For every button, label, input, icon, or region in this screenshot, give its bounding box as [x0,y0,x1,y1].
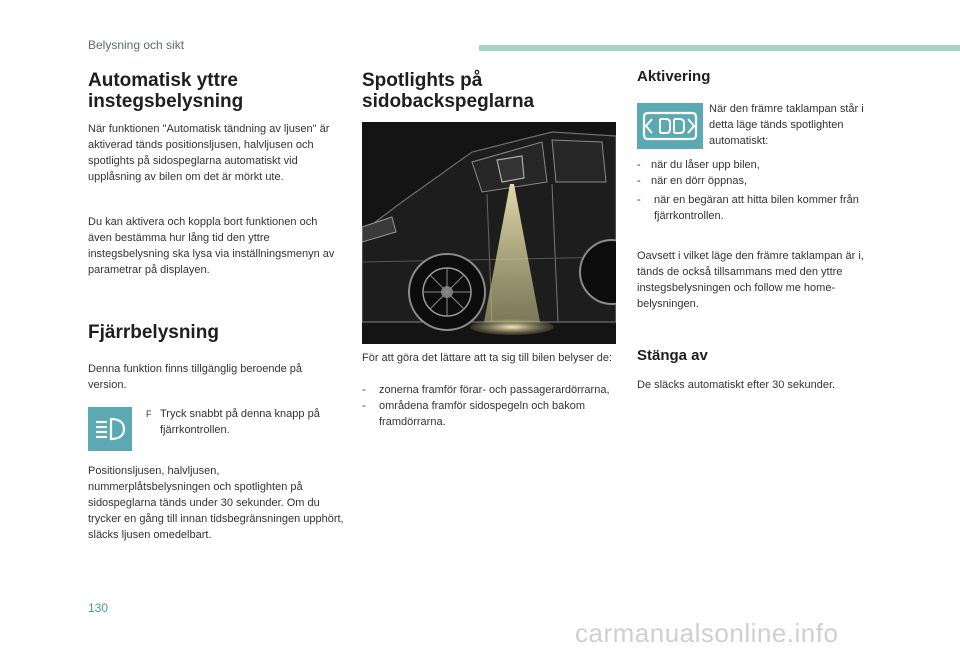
paragraph-activate-function: Du kan aktivera och koppla bort funktionen och även bestämma hur lång tid den yttre instegsbelysning ska lysa via inställningsmenyn av parametrar på displayen. [88,216,335,276]
paragraph-spotlights-purpose: För att göra det lättare att ta sig till bilen belyser de: [362,352,613,364]
instruction-press-button [146,406,350,438]
instruction-text: Tryck snabbt på denna knapp på fjärrkontrollen. [160,408,320,436]
heading-turn-off: Stänga av [637,347,708,364]
instruction-marker: F [146,409,152,419]
auto-lighting-icon [637,103,703,149]
paragraph-auto-off: De släcks automatiskt efter 30 sekunder. [637,379,836,391]
spotlight-zones-list [362,382,618,430]
list-item: - när du låser upp bilen, [637,159,760,171]
watermark: carmanualsonline.info [575,618,839,648]
paragraph-auto-lighting: När funktionen "Automatisk tändning av ljusen" är aktiverad tänds positionsljusen, halvljusen och spotlights på sidospeglarna automatiskt vid upplåsning av bilen om det är mörkt ute. [88,123,330,183]
heading-automatic-entry-lighting: Automatisk yttre instegsbelysning [88,70,244,112]
headlamp-icon [88,407,132,451]
heading-remote-lighting: Fjärrbelysning [88,322,219,343]
list-item: - områdena framför sidospegeln och bakom framdörrarna. [362,400,586,428]
page-number: 130 [88,601,109,615]
header-accent-bar [479,45,960,51]
heading-activation: Aktivering [637,68,711,85]
paragraph-icon-explanation: När den främre taklampan står i detta läge tänds spotlighten automatiskt: [709,103,864,147]
paragraph-availability: Denna funktion finns tillgänglig beroende på version. [88,363,303,391]
activation-conditions-list [637,157,887,224]
paragraph-lights-30-seconds: Positionsljusen, halvljusen, nummerplåtsbelysningen och spotlighten på sidospeglarna tänds under 30 sekunder. Om du trycker en gång till innan tidsbegränsningen upphört, släcks ljusen omedelbart. [88,465,344,541]
list-item: - zonerna framför förar- och passagerardörrarna, [362,384,610,396]
paragraph-regardless-mode: Oavsett i vilket läge den främre taklampan är i, tänds de också tillsammans med den yttre instegsbelysningen och follow me home-belysningen. [637,250,864,310]
list-item: - när en begäran att hitta bilen kommer från fjärrkontrollen. [637,194,859,222]
heading-mirror-spotlights: Spotlights på sidobackspeglarna [362,70,535,112]
car-mirror-spotlight-illustration [362,122,616,344]
list-item: - när en dörr öppnas, [637,175,748,187]
section-title: Belysning och sikt [88,38,185,52]
